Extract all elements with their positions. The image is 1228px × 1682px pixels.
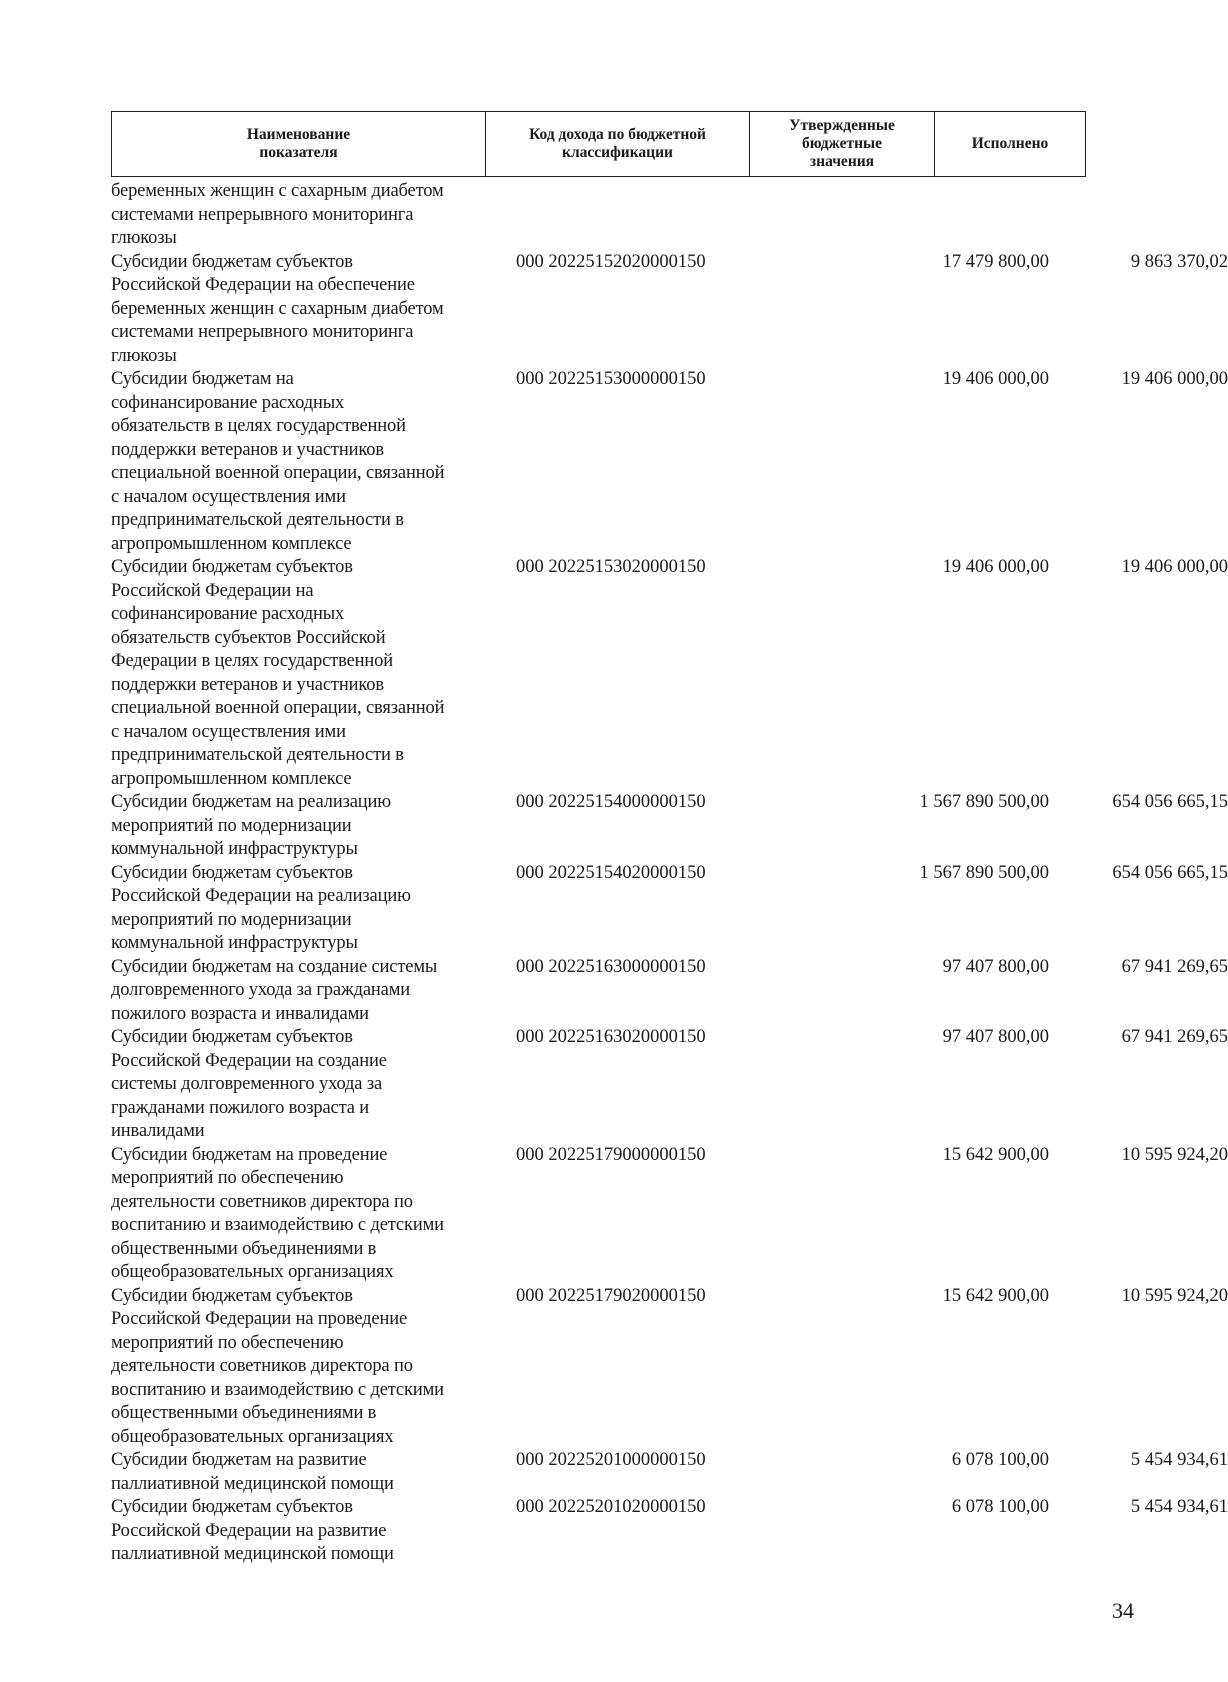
executed-value: 654 056 665,15 bbox=[1112, 862, 1228, 883]
approved-value: 1 567 890 500,00 bbox=[919, 792, 1049, 812]
table-row bbox=[111, 862, 1228, 956]
table-row bbox=[111, 1144, 1228, 1285]
indicator-name-line: Российской Федерации на создание bbox=[111, 1050, 387, 1071]
indicator-name bbox=[111, 556, 486, 791]
indicator-name-line: воспитанию и взаимодействию с детскими bbox=[111, 1379, 444, 1400]
table-row bbox=[111, 1026, 1228, 1144]
indicator-name-line: гражданами пожилого возраста и bbox=[111, 1097, 370, 1118]
indicator-name-line: Субсидии бюджетам субъектов bbox=[111, 251, 353, 272]
header-executed: Исполнено bbox=[934, 112, 1085, 176]
indicator-name-line: системами непрерывного мониторинга bbox=[111, 204, 414, 225]
table-row bbox=[111, 1449, 1228, 1496]
table-row bbox=[111, 251, 1228, 369]
header-name: Наименование показателя bbox=[246, 126, 351, 161]
indicator-name-line: Российской Федерации на bbox=[111, 580, 314, 601]
indicator-name-line: Субсидии бюджетам субъектов bbox=[111, 862, 353, 883]
indicator-name-line: мероприятий по обеспечению bbox=[111, 1332, 344, 1353]
indicator-name-line: глюкозы bbox=[111, 345, 177, 366]
approved-value: 97 407 800,00 bbox=[942, 956, 1049, 977]
indicator-name-line: пожилого возраста и инвалидами bbox=[111, 1003, 369, 1024]
indicator-name-line: мероприятий по модернизации bbox=[111, 815, 352, 836]
indicator-name-line: общественными объединениями в bbox=[111, 1403, 377, 1423]
executed-value: 9 863 370,02 bbox=[1130, 251, 1228, 272]
approved-value: 15 642 900,00 bbox=[942, 1285, 1049, 1306]
table-row bbox=[111, 368, 1228, 556]
indicator-name-line: системы долговременного ухода за bbox=[111, 1074, 383, 1094]
indicator-name-line: предпринимательской деятельности в bbox=[111, 510, 404, 530]
indicator-name-line: поддержки ветеранов и участников bbox=[111, 674, 384, 695]
indicator-name-line: общеобразовательных организациях bbox=[111, 1262, 394, 1282]
executed-value: 19 406 000,00 bbox=[1121, 369, 1228, 389]
indicator-name-line: мероприятий по обеспечению bbox=[111, 1168, 344, 1188]
table-row bbox=[111, 1496, 1228, 1567]
table-body bbox=[111, 180, 1228, 1567]
indicator-name-line: коммунальной инфраструктуры bbox=[111, 839, 358, 859]
approved-value: 97 407 800,00 bbox=[942, 1027, 1049, 1047]
indicator-name bbox=[111, 1026, 486, 1144]
approved-value: 19 406 000,00 bbox=[942, 369, 1049, 389]
indicator-name-line: поддержки ветеранов и участников bbox=[111, 439, 384, 460]
table-row bbox=[111, 1285, 1228, 1450]
executed-value: 67 941 269,65 bbox=[1121, 1027, 1228, 1047]
indicator-name-line: деятельности советников директора по bbox=[111, 1356, 413, 1376]
indicator-name-line: агропромышленном комплексе bbox=[111, 768, 352, 789]
indicator-name-line: паллиативной медицинской помощи bbox=[111, 1544, 394, 1564]
indicator-name bbox=[111, 251, 486, 369]
income-code: 000 20225152020000150 bbox=[516, 251, 706, 272]
indicator-name bbox=[111, 956, 486, 1027]
indicator-name-line: долговременного ухода за гражданами bbox=[111, 980, 411, 1000]
indicator-name-line: специальной военной операции, связанной bbox=[111, 463, 445, 483]
income-code: 000 20225163000000150 bbox=[516, 956, 706, 977]
approved-value: 17 479 800,00 bbox=[942, 251, 1049, 272]
table-row bbox=[111, 956, 1228, 1027]
income-code: 000 20225153000000150 bbox=[516, 369, 706, 389]
income-code: 000 20225154000000150 bbox=[516, 792, 706, 812]
executed-value: 5 454 934,61 bbox=[1130, 1450, 1228, 1470]
indicator-name-line: инвалидами bbox=[111, 1121, 205, 1141]
indicator-name-line: Субсидии бюджетам на реализацию bbox=[111, 792, 391, 812]
executed-value: 654 056 665,15 bbox=[1112, 792, 1228, 812]
executed-value: 19 406 000,00 bbox=[1121, 557, 1228, 577]
indicator-name-line: Российской Федерации на развитие bbox=[111, 1520, 387, 1541]
executed-value: 10 595 924,20 bbox=[1121, 1285, 1228, 1306]
indicator-name-line: Субсидии бюджетам на bbox=[111, 369, 294, 389]
indicator-name-line: обязательств в целях государственной bbox=[111, 416, 406, 436]
indicator-name bbox=[111, 368, 486, 556]
indicator-name-line: общеобразовательных организациях bbox=[111, 1426, 394, 1447]
indicator-name-line: деятельности советников директора по bbox=[111, 1191, 413, 1212]
table-row bbox=[111, 791, 1228, 862]
indicator-name-line: Субсидии бюджетам на создание системы bbox=[111, 956, 438, 977]
indicator-name-line: воспитанию и взаимодействию с детскими bbox=[111, 1215, 444, 1235]
executed-value: 5 454 934,61 bbox=[1130, 1497, 1228, 1517]
indicator-name-line: предпринимательской деятельности в bbox=[111, 745, 404, 765]
indicator-name-line: Российской Федерации на реализацию bbox=[111, 886, 411, 906]
income-code: 000 20225201020000150 bbox=[516, 1497, 706, 1517]
indicator-name-line: с началом осуществления ими bbox=[111, 721, 346, 742]
executed-value: 67 941 269,65 bbox=[1121, 956, 1228, 977]
approved-value: 6 078 100,00 bbox=[951, 1450, 1049, 1470]
indicator-name-line: с началом осуществления ими bbox=[111, 486, 346, 507]
indicator-name-line: общественными объединениями в bbox=[111, 1238, 377, 1259]
income-code: 000 20225153020000150 bbox=[516, 557, 706, 577]
header-approved: Утвержденные бюджетные значения bbox=[749, 112, 934, 176]
executed-value: 10 595 924,20 bbox=[1121, 1144, 1228, 1165]
indicator-name-line: специальной военной операции, связанной bbox=[111, 698, 445, 718]
income-code: 000 20225201000000150 bbox=[516, 1450, 706, 1470]
indicator-name bbox=[111, 1285, 486, 1450]
income-code: 000 20225179020000150 bbox=[516, 1285, 706, 1306]
table-row bbox=[111, 556, 1228, 791]
indicator-name-line: коммунальной инфраструктуры bbox=[111, 933, 358, 953]
indicator-name-line: системами непрерывного мониторинга bbox=[111, 322, 414, 342]
indicator-name-line: беременных женщин с сахарным диабетом bbox=[111, 181, 444, 201]
indicator-name-line: Субсидии бюджетам субъектов bbox=[111, 1285, 353, 1306]
indicator-name-line: Субсидии бюджетам на развитие bbox=[111, 1450, 367, 1470]
indicator-name bbox=[111, 1144, 486, 1285]
approved-value: 15 642 900,00 bbox=[942, 1144, 1049, 1165]
indicator-name-line: Субсидии бюджетам субъектов bbox=[111, 557, 353, 577]
indicator-name-line: Российской Федерации на обеспечение bbox=[111, 275, 415, 295]
indicator-name bbox=[111, 791, 486, 862]
indicator-name-line: мероприятий по модернизации bbox=[111, 909, 352, 930]
table-row bbox=[111, 180, 1111, 251]
approved-value: 6 078 100,00 bbox=[951, 1497, 1049, 1517]
indicator-name-line: паллиативной медицинской помощи bbox=[111, 1473, 394, 1494]
income-code: 000 20225163020000150 bbox=[516, 1027, 706, 1047]
indicator-name-line: Федерации в целях государственной bbox=[111, 651, 393, 671]
indicator-name-line: обязательств субъектов Российской bbox=[111, 627, 386, 648]
header-code: Код дохода по бюджетной классификации bbox=[485, 112, 749, 176]
indicator-name-line: агропромышленном комплексе bbox=[111, 533, 352, 554]
indicator-name-line: Российской Федерации на проведение bbox=[111, 1309, 408, 1329]
indicator-name bbox=[111, 180, 486, 251]
indicator-name-line: Субсидии бюджетам субъектов bbox=[111, 1027, 353, 1047]
page-number: 34 bbox=[1112, 1598, 1134, 1623]
indicator-name-line: Субсидии бюджетам на проведение bbox=[111, 1144, 388, 1165]
table-header bbox=[111, 111, 1086, 177]
income-code: 000 20225154020000150 bbox=[516, 862, 706, 883]
indicator-name-line: глюкозы bbox=[111, 228, 177, 248]
approved-value: 1 567 890 500,00 bbox=[919, 862, 1049, 883]
income-code: 000 20225179000000150 bbox=[516, 1144, 706, 1165]
indicator-name-line: софинансирование расходных bbox=[111, 604, 345, 624]
indicator-name bbox=[111, 1496, 486, 1567]
indicator-name-line: Субсидии бюджетам субъектов bbox=[111, 1497, 353, 1517]
approved-value: 19 406 000,00 bbox=[942, 557, 1049, 577]
indicator-name bbox=[111, 862, 486, 956]
indicator-name-line: беременных женщин с сахарным диабетом bbox=[111, 298, 444, 319]
indicator-name bbox=[111, 1449, 486, 1496]
indicator-name-line: софинансирование расходных bbox=[111, 392, 345, 413]
